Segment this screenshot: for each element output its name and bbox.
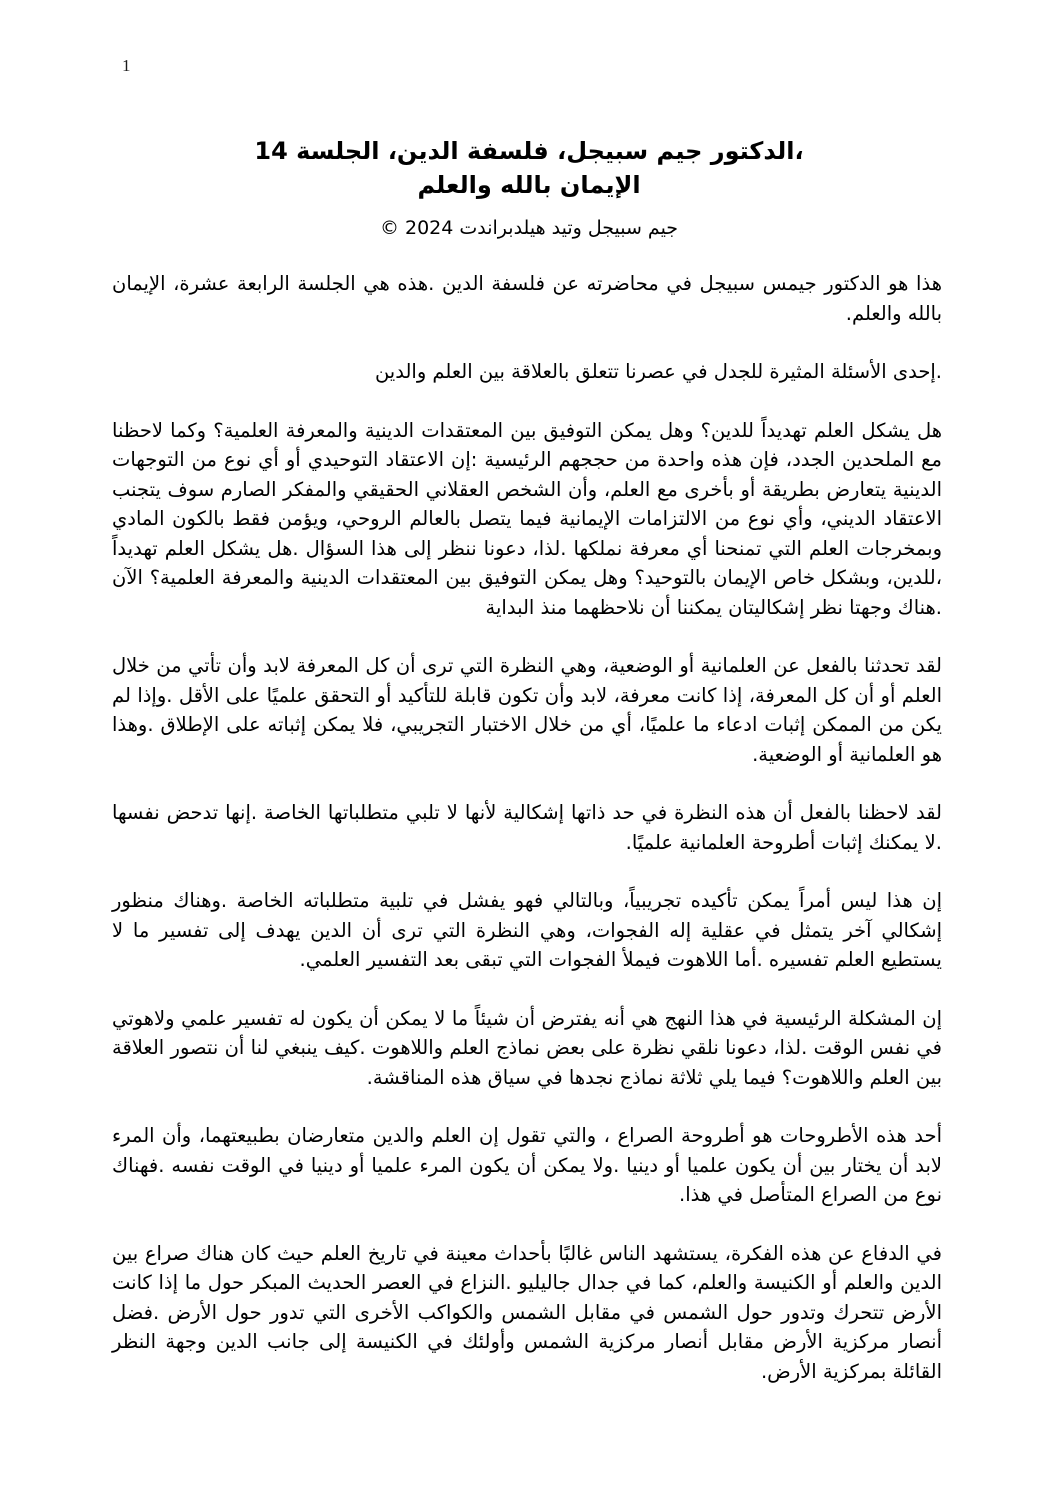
body-paragraph: هل يشكل العلم تهديداً للدين؟ وهل يمكن التوفيق بين المعتقدات الدينية والمعرفة العلمية؟ وكما لاحظنا مع الملحدين الجدد، فإن هذه واحدة من حججهم الرئيسية :إن الاعتقاد التوحيدي أو أي نوع من التوجهات الدينية يتعارض بطريقة أو بأخرى مع العلم، وأن الشخص العقلاني الحقيقي والمفكر الصارم سوف يتجنب الاعتقاد الديني، وأي نوع من الالتزامات الإيمانية فيما يتصل بالعالم الروحي، ويؤمن فقط بالكون المادي وبمخرجات العلم التي تمنحنا أي معرفة نملكها .لذا، دعونا ننظر إلى هذا السؤال .هل يشكل العلم تهديداً ،للدين، وبشكل خاص الإيمان بالتوحيد؟ وهل يمكن التوفيق بين المعتقدات الدينية والمعرفة العلمية؟ الآن .هناك وجهتا نظر إشكاليتان يمكننا أن نلاحظهما منذ البداية bbox=[112, 418, 942, 619]
title-block bbox=[0, 0, 1058, 241]
body-paragraph: لقد تحدثنا بالفعل عن العلمانية أو الوضعية، وهي النظرة التي ترى أن كل المعرفة لابد وأن تأتي من خلال العلم أو أن كل المعرفة، إذا كانت معرفة، لابد وأن تكون قابلة للتأكيد أو التحقق علميًا على الأقل .وإذا لم يكن من الممكن إثبات ادعاء ما علميًا، أي من خلال الاختبار التجريبي، فلا يمكن إثباته على الإطلاق .وهذا هو العلمانية أو الوضعية. bbox=[112, 654, 942, 766]
body-paragraph: أحد هذه الأطروحات هو أطروحة الصراع ، والتي تقول إن العلم والدين متعارضان بطبيعتهما، وأن المرء لابد أن يختار بين أن يكون علميا أو دينيا .ولا يمكن أن يكون المرء علميا أو دينيا في الوقت نفسه .فهناك نوع من الصراع المتأصل في هذا. bbox=[112, 1124, 942, 1206]
body-paragraph: إن هذا ليس أمراً يمكن تأكيده تجريبياً، وبالتالي فهو يفشل في تلبية متطلباته الخاصة .وهناك منظور إشكالي آخر يتمثل في عقلية إله الفجوات، وهي النظرة التي ترى أن الدين يهدف إلى تفسير ما لا يستطيع العلم تفسيره .أما اللاهوت فيملأ الفجوات التي تبقى بعد التفسير العلمي. bbox=[112, 889, 942, 971]
body-paragraph: إن المشكلة الرئيسية في هذا النهج هي أنه يفترض أن شيئاً ما لا يمكن أن يكون له تفسير علمي ولاهوتي في نفس الوقت .لذا، دعونا نلقي نظرة على بعض نماذج العلم واللاهوت .كيف ينبغي لنا أن نتصور العلاقة بين العلم واللاهوت؟ فيما يلي ثلاثة نماذج نجدها في سياق هذه المناقشة. bbox=[112, 1006, 942, 1089]
document-title-line-1: ،الدكتور جيم سبيجل، فلسفة الدين، الجلسة 14 bbox=[254, 137, 804, 165]
page-number: 1 bbox=[122, 56, 131, 75]
document-title-line-2: الإيمان بالله والعلم bbox=[417, 171, 641, 199]
body-paragraph: لقد لاحظنا بالفعل أن هذه النظرة في حد ذاتها إشكالية لأنها لا تلبي متطلباتها الخاصة .إنها تدحض نفسها .لا يمكنك إثبات أطروحة العلمانية علميًا. bbox=[112, 801, 942, 854]
copyright-byline: جيم سبيجل وتيد هيلدبراندت 2024 © bbox=[379, 217, 679, 239]
body-paragraph: هذا هو الدكتور جيمس سبيجل في محاضرته عن فلسفة الدين .هذه هي الجلسة الرابعة عشرة، الإيمان بالله والعلم. bbox=[112, 272, 942, 325]
body-paragraph: في الدفاع عن هذه الفكرة، يستشهد الناس غالبًا بأحداث معينة في تاريخ العلم حيث كان هناك صراع بين الدين والعلم أو الكنيسة والعلم، كما في جدال جاليليو .النزاع في العصر الحديث المبكر حول ما إذا كانت الأرض تتحرك وتدور حول الشمس في مقابل الشمس والكواكب الأخرى التي تدور حول الأرض .فضل أنصار مركزية الأرض مقابل أنصار مركزية الشمس وأولئك في الكنيسة إلى جانب الدين وجهة النظر القائلة بمركزية الأرض. bbox=[112, 1241, 942, 1383]
body-paragraph: .إحدى الأسئلة المثيرة للجدل في عصرنا تتعلق بالعلاقة بين العلم والدين bbox=[374, 360, 942, 383]
document-body bbox=[112, 269, 942, 1386]
